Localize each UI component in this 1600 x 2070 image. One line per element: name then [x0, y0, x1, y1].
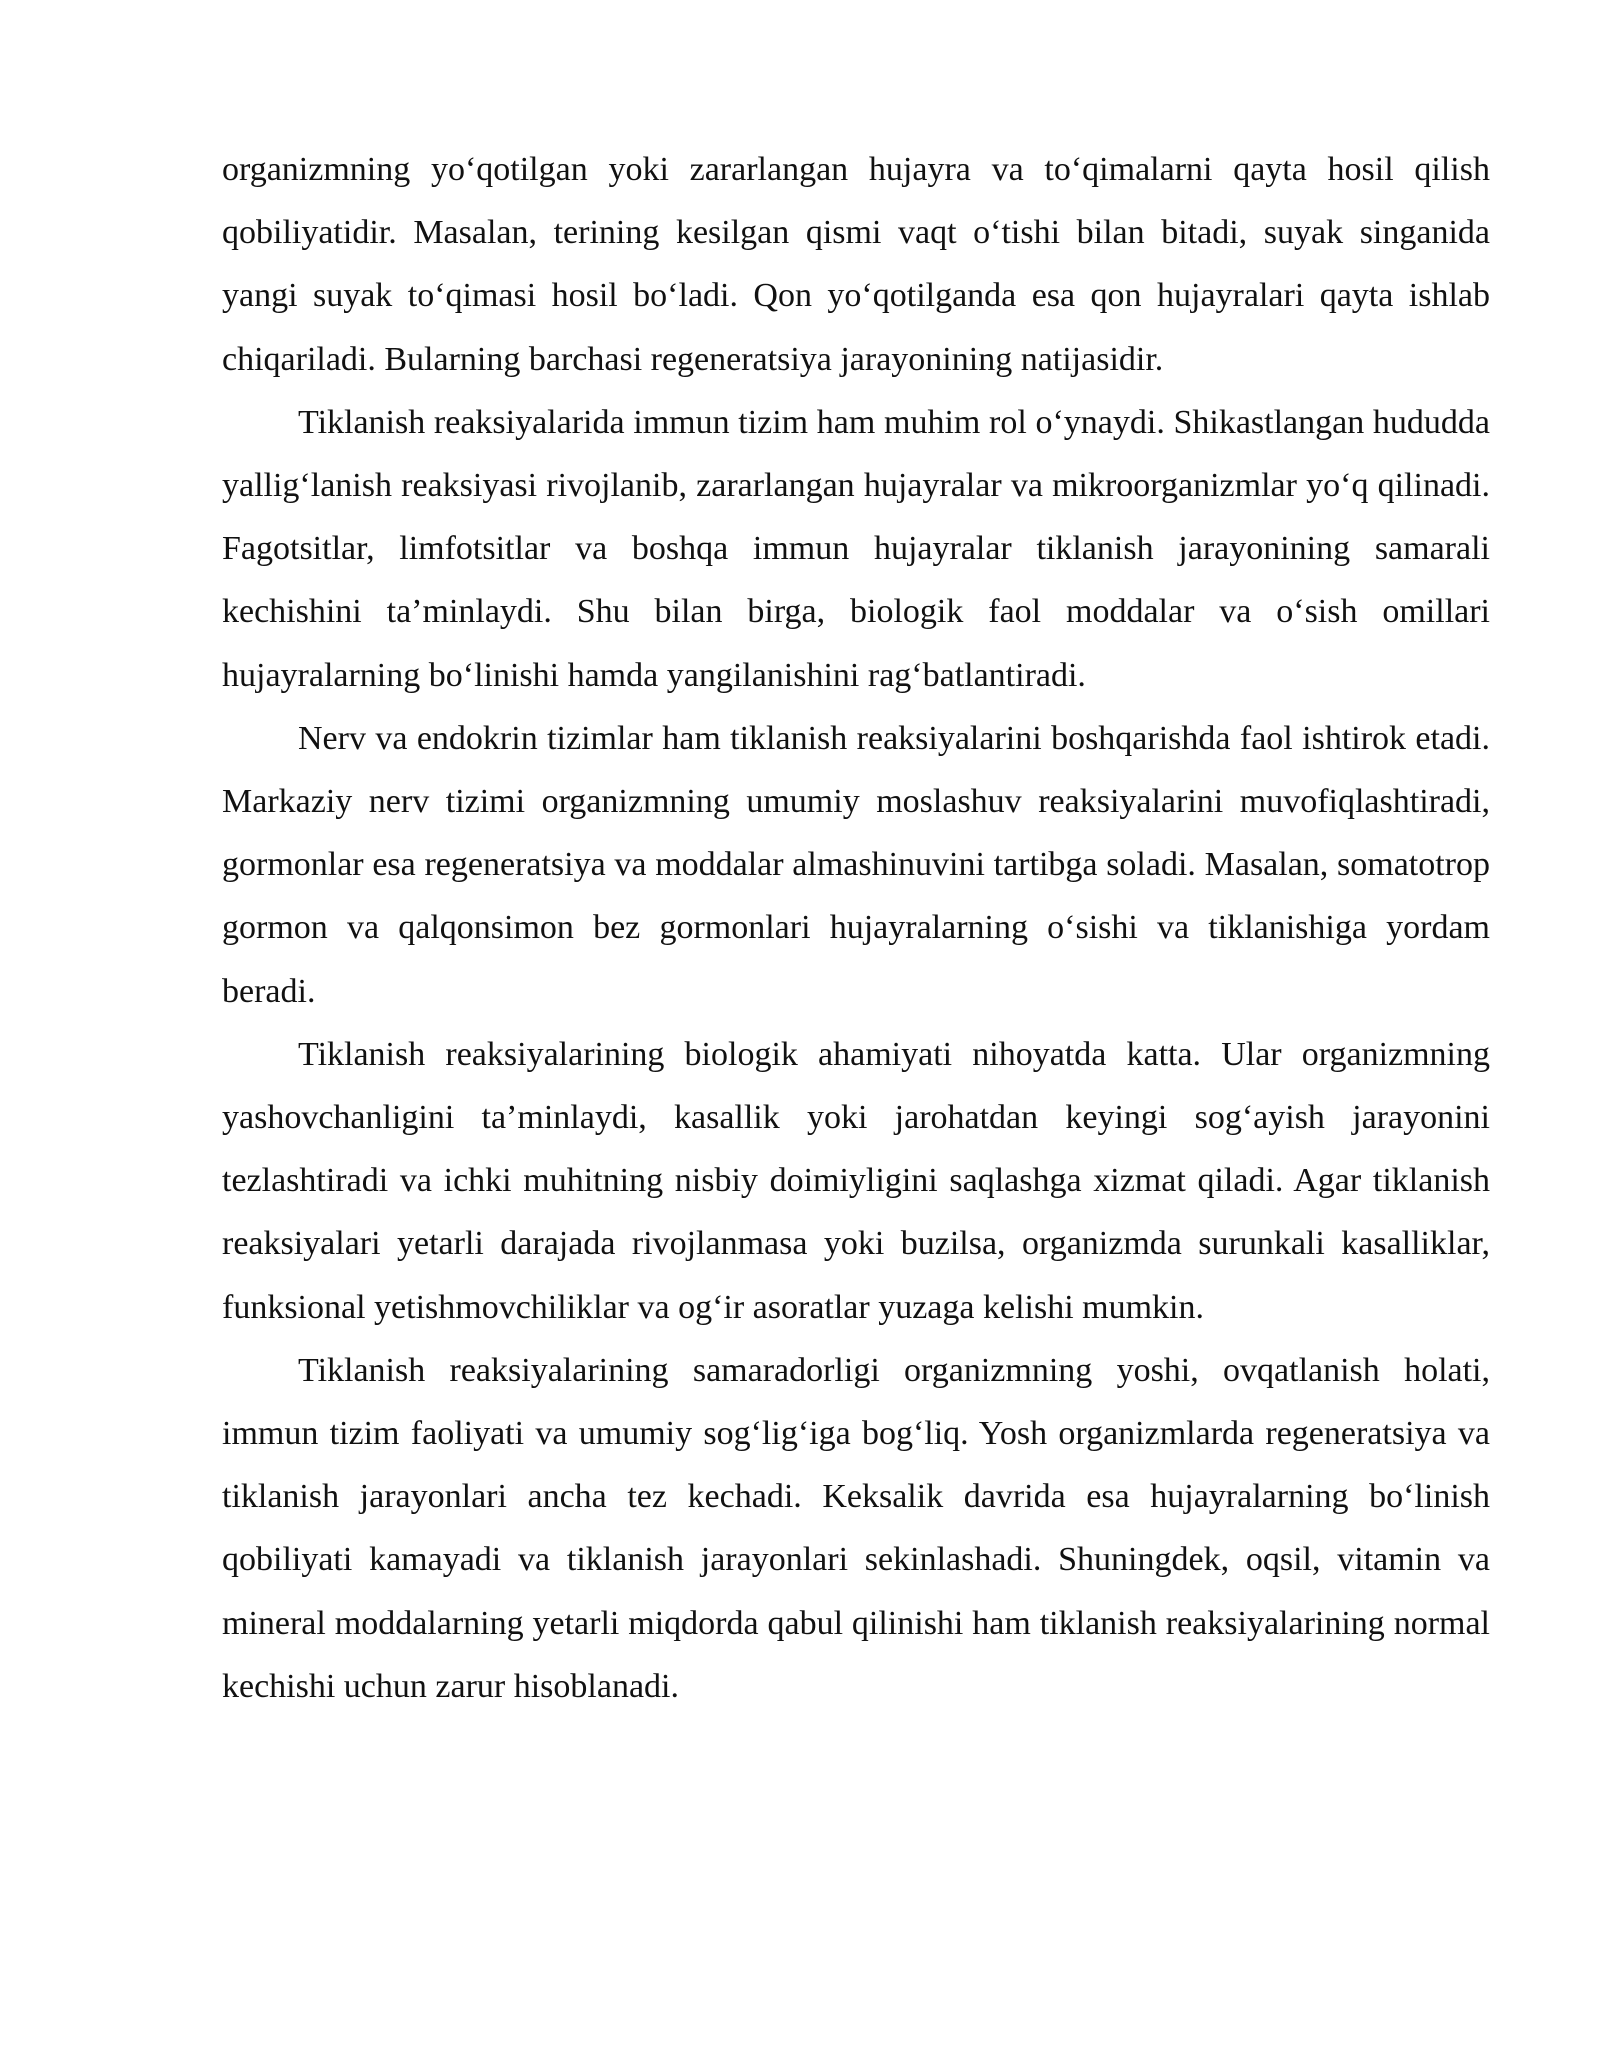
paragraph-2: Tiklanish reaksiyalarida immun tizim ham muhim rol o‘ynaydi. Shikastlangan hududda yallig‘lanish reaksiyasi rivojlanib, zararlangan hujayralar va mikroorganizmlar yo‘q qilinadi. Fagotsitlar, limfotsitlar va boshqa immun hujayralar tiklanish jarayonining samarali kechishini ta’minlaydi. Shu bilan birga, biologik faol moddalar va o‘sish omillari hujayralarning bo‘linishi hamda yangilanishini rag‘batlantiradi.	[222, 403, 1490, 694]
paragraph-1: organizmning yo‘qotilgan yoki zararlangan hujayra va to‘qimalarni qayta hosil qilish qobiliyatidir. Masalan, terining kesilgan qismi vaqt o‘tishi bilan bitadi, suyak singanida yangi suyak to‘qimasi hosil bo‘ladi. Qon yo‘qotilganda esa qon hujayralari qayta ishlab chiqariladi. Bularning barchasi regeneratsiya jarayonining natijasidir.	[222, 151, 1490, 378]
paragraph-3: Nerv va endokrin tizimlar ham tiklanish reaksiyalarini boshqarishda faol ishtirok etadi. Markaziy nerv tizimi organizmning umumiy moslashuv reaksiyalarini muvofiqlashtiradi, gormonlar esa regeneratsiya va moddalar almashinuvini tartibga soladi. Masalan, somatotrop gormon va qalqonsimon bez gormonlari hujayralarning o‘sishi va tiklanishiga yordam beradi.	[222, 719, 1490, 1010]
paragraph-5: Tiklanish reaksiyalarining samaradorligi organizmning yoshi, ovqatlanish holati, immun tizim faoliyati va umumiy sog‘lig‘iga bog‘liq. Yosh organizmlarda regeneratsiya va tiklanish jarayonlari ancha tez kechadi. Keksalik davrida esa hujayralarning bo‘linish qobiliyati kamayadi va tiklanish jarayonlari sekinlashadi. Shuningdek, oqsil, vitamin va mineral moddalarning yetarli miqdorda qabul qilinishi ham tiklanish reaksiyalarining normal kechishi uchun zarur hisoblanadi.	[222, 1351, 1490, 1705]
document-body	[222, 138, 1490, 1718]
paragraph-4: Tiklanish reaksiyalarining biologik ahamiyati nihoyatda katta. Ular organizmning yashovchanligini ta’minlaydi, kasallik yoki jarohatdan keyingi sog‘ayish jarayonini tezlashtiradi va ichki muhitning nisbiy doimiyligini saqlashga xizmat qiladi. Agar tiklanish reaksiyalari yetarli darajada rivojlanmasa yoki buzilsa, organizmda surunkali kasalliklar, funksional yetishmovchiliklar va og‘ir asoratlar yuzaga kelishi mumkin.	[222, 1035, 1490, 1326]
